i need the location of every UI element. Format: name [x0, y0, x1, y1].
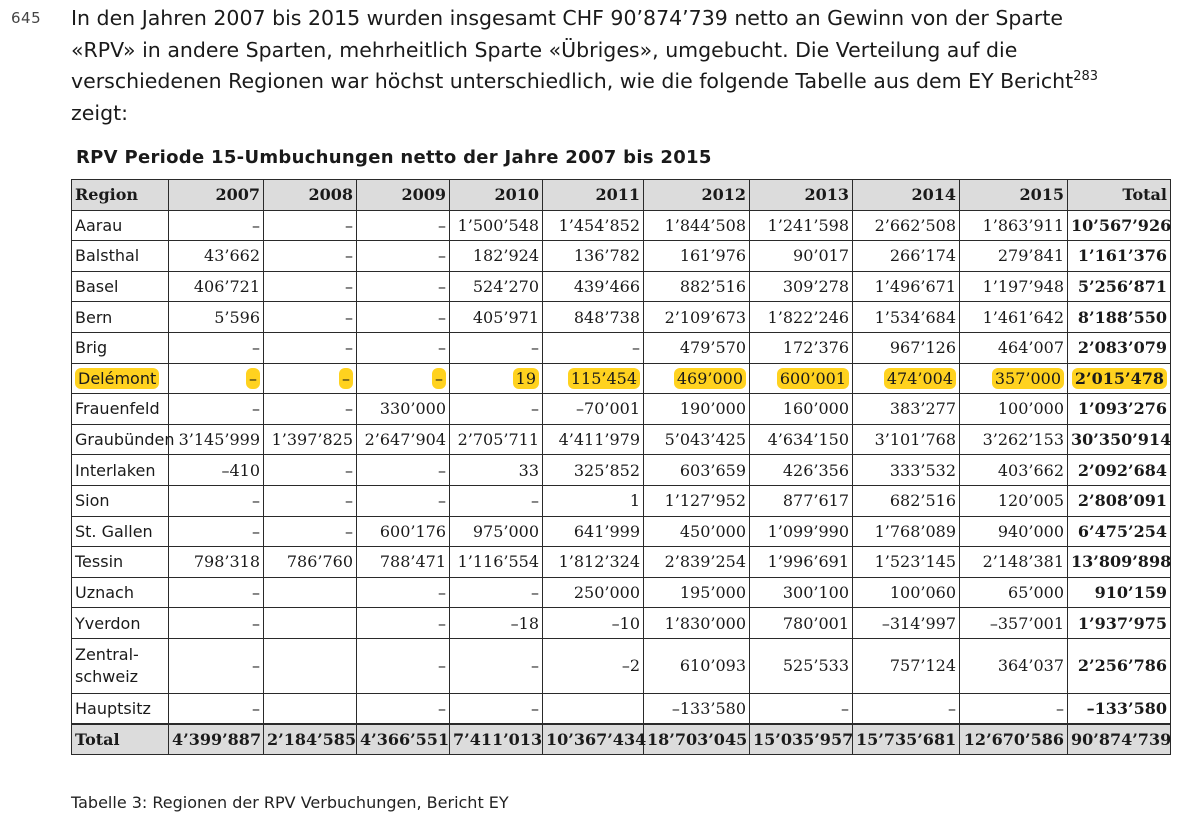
table-row: [72, 271, 1171, 302]
table-row: [72, 424, 1171, 455]
value-cell: 100’060: [853, 577, 960, 608]
highlight-mark: 19: [513, 368, 539, 389]
value-cell: –: [264, 210, 357, 241]
table-row: [72, 547, 1171, 578]
region-cell: Tessin: [72, 547, 169, 578]
highlight-mark: 600’001: [777, 368, 849, 389]
value-cell: 798’318: [169, 547, 264, 578]
value-cell: –2: [543, 638, 644, 693]
value-cell: 12’670’586: [960, 724, 1068, 755]
value-cell: 1’397’825: [264, 424, 357, 455]
total-cell: 2’083’079: [1068, 332, 1171, 363]
value-cell: 1’454’852: [543, 210, 644, 241]
value-cell: [264, 577, 357, 608]
region-cell: Graubünden: [72, 424, 169, 455]
highlight-mark: 474’004: [884, 368, 956, 389]
region-cell: Total: [72, 724, 169, 755]
value-cell: –: [357, 332, 450, 363]
highlight-mark: –: [432, 368, 446, 389]
value-cell: –357’001: [960, 608, 1068, 639]
value-cell: 882’516: [644, 271, 750, 302]
highlight-mark: 469’000: [674, 368, 746, 389]
value-cell: [960, 363, 1068, 394]
value-cell: 1’830’000: [644, 608, 750, 639]
value-cell: 524’270: [450, 271, 543, 302]
value-cell: –10: [543, 608, 644, 639]
total-cell: 910’159: [1068, 577, 1171, 608]
value-cell: –: [264, 241, 357, 272]
highlight-mark: –: [246, 368, 260, 389]
header-2010: 2010: [450, 180, 543, 211]
value-cell: 279’841: [960, 241, 1068, 272]
highlight-mark: –: [339, 368, 353, 389]
region-cell: Brig: [72, 332, 169, 363]
value-cell: 3’262’153: [960, 424, 1068, 455]
footnote-ref[interactable]: 283: [1073, 69, 1099, 84]
value-cell: [543, 363, 644, 394]
table-header-row: [72, 180, 1171, 211]
value-cell: 364’037: [960, 638, 1068, 693]
header-2013: 2013: [750, 180, 853, 211]
value-cell: [450, 363, 543, 394]
value-cell: –: [357, 455, 450, 486]
value-cell: 160’000: [750, 394, 853, 425]
table-title: RPV Periode 15-Umbuchungen netto der Jahre 2007 bis 2015: [76, 147, 712, 168]
table-row: [72, 332, 1171, 363]
total-cell: 2’808’091: [1068, 485, 1171, 516]
value-cell: 65’000: [960, 577, 1068, 608]
header-2009: 2009: [357, 180, 450, 211]
value-cell: –: [264, 516, 357, 547]
value-cell: 405’971: [450, 302, 543, 333]
value-cell: 786’760: [264, 547, 357, 578]
value-cell: 7’411’013: [450, 724, 543, 755]
data-table: [71, 179, 1171, 755]
value-cell: –: [169, 332, 264, 363]
value-cell: –314’997: [853, 608, 960, 639]
value-cell: 610’093: [644, 638, 750, 693]
value-cell: 333’532: [853, 455, 960, 486]
table-row: [72, 455, 1171, 486]
value-cell: –18: [450, 608, 543, 639]
header-2014: 2014: [853, 180, 960, 211]
value-cell: 190’000: [644, 394, 750, 425]
value-cell: –: [169, 693, 264, 724]
value-cell: [264, 693, 357, 724]
value-cell: –: [264, 455, 357, 486]
region-cell: Aarau: [72, 210, 169, 241]
value-cell: –410: [169, 455, 264, 486]
total-cell: 2’256’786: [1068, 638, 1171, 693]
total-cell: 5’256’871: [1068, 271, 1171, 302]
value-cell: 2’109’673: [644, 302, 750, 333]
value-cell: –70’001: [543, 394, 644, 425]
total-cell: 90’874’739: [1068, 724, 1171, 755]
value-cell: 4’399’887: [169, 724, 264, 755]
region-cell: Basel: [72, 271, 169, 302]
value-cell: 1’116’554: [450, 547, 543, 578]
value-cell: 479’570: [644, 332, 750, 363]
value-cell: 4’411’979: [543, 424, 644, 455]
value-cell: 1’500’548: [450, 210, 543, 241]
value-cell: –: [543, 332, 644, 363]
value-cell: 325’852: [543, 455, 644, 486]
value-cell: 2’148’381: [960, 547, 1068, 578]
value-cell: 406’721: [169, 271, 264, 302]
value-cell: 1: [543, 485, 644, 516]
value-cell: 1’812’324: [543, 547, 644, 578]
value-cell: 525’533: [750, 638, 853, 693]
value-cell: 682’516: [853, 485, 960, 516]
table-row: [72, 394, 1171, 425]
table-row: [72, 210, 1171, 241]
value-cell: –: [357, 608, 450, 639]
total-cell: 8’188’550: [1068, 302, 1171, 333]
value-cell: –: [357, 693, 450, 724]
highlight-mark: Delémont: [75, 368, 159, 389]
total-cell: 1’161’376: [1068, 241, 1171, 272]
value-cell: 161’976: [644, 241, 750, 272]
value-cell: 330’000: [357, 394, 450, 425]
header-2012: 2012: [644, 180, 750, 211]
value-cell: 780’001: [750, 608, 853, 639]
value-cell: –: [169, 210, 264, 241]
value-cell: –: [750, 693, 853, 724]
value-cell: –: [357, 577, 450, 608]
value-cell: –: [264, 271, 357, 302]
value-cell: [264, 608, 357, 639]
value-cell: 250’000: [543, 577, 644, 608]
value-cell: 4’366’551: [357, 724, 450, 755]
total-cell: –133’580: [1068, 693, 1171, 724]
value-cell: –: [450, 577, 543, 608]
value-cell: 195’000: [644, 577, 750, 608]
value-cell: 309’278: [750, 271, 853, 302]
value-cell: 940’000: [960, 516, 1068, 547]
value-cell: –: [264, 332, 357, 363]
header-2008: 2008: [264, 180, 357, 211]
region-cell: Uznach: [72, 577, 169, 608]
value-cell: 600’176: [357, 516, 450, 547]
value-cell: –: [264, 394, 357, 425]
region-cell: Yverdon: [72, 608, 169, 639]
value-cell: 1’241’598: [750, 210, 853, 241]
value-cell: [853, 363, 960, 394]
table-row: [72, 693, 1171, 724]
value-cell: –: [357, 241, 450, 272]
value-cell: 1’523’145: [853, 547, 960, 578]
value-cell: 1’099’990: [750, 516, 853, 547]
value-cell: –: [357, 485, 450, 516]
header-2011: 2011: [543, 180, 644, 211]
total-cell: 30’350’914: [1068, 424, 1171, 455]
value-cell: –: [357, 210, 450, 241]
region-cell: Zentral- schweiz: [72, 638, 169, 693]
table-row: [72, 302, 1171, 333]
table-row: [72, 577, 1171, 608]
table-total-row: [72, 724, 1171, 755]
value-cell: 1’863’911: [960, 210, 1068, 241]
region-cell: Bern: [72, 302, 169, 333]
value-cell: 1’844’508: [644, 210, 750, 241]
paragraph-end: zeigt:: [71, 100, 129, 125]
value-cell: 603’659: [644, 455, 750, 486]
value-cell: 172’376: [750, 332, 853, 363]
value-cell: 464’007: [960, 332, 1068, 363]
value-cell: –: [450, 332, 543, 363]
value-cell: [264, 638, 357, 693]
value-cell: 403’662: [960, 455, 1068, 486]
value-cell: 788’471: [357, 547, 450, 578]
region-cell: Balsthal: [72, 241, 169, 272]
value-cell: 1’197’948: [960, 271, 1068, 302]
value-cell: 383’277: [853, 394, 960, 425]
highlight-mark: 357’000: [992, 368, 1064, 389]
header-2007: 2007: [169, 180, 264, 211]
value-cell: 2’184’585: [264, 724, 357, 755]
value-cell: –133’580: [644, 693, 750, 724]
value-cell: 1’461’642: [960, 302, 1068, 333]
value-cell: –: [853, 693, 960, 724]
value-cell: 2’647’904: [357, 424, 450, 455]
value-cell: 300’100: [750, 577, 853, 608]
value-cell: –: [169, 638, 264, 693]
value-cell: –: [450, 638, 543, 693]
region-cell: [72, 363, 169, 394]
table-caption: Tabelle 3: Regionen der RPV Verbuchungen, Bericht EY: [71, 793, 509, 812]
value-cell: 120’005: [960, 485, 1068, 516]
value-cell: 5’043’425: [644, 424, 750, 455]
value-cell: –: [450, 394, 543, 425]
table-row: [72, 363, 1171, 394]
value-cell: 2’662’508: [853, 210, 960, 241]
value-cell: –: [357, 271, 450, 302]
region-cell: Sion: [72, 485, 169, 516]
value-cell: 757’124: [853, 638, 960, 693]
region-cell: St. Gallen: [72, 516, 169, 547]
total-cell: 6’475’254: [1068, 516, 1171, 547]
paragraph-body: In den Jahren 2007 bis 2015 wurden insgesamt CHF 90’874’739 netto an Gewinn von der Sparte «RPV» in andere Sparten, mehrheitlich Sparte «Übriges», umgebucht. Die Verteilung auf die verschiedenen Regionen war höchst unterschiedlich, wie die folgende Tabelle aus dem EY Bericht: [71, 6, 1074, 93]
value-cell: 426’356: [750, 455, 853, 486]
value-cell: 90’017: [750, 241, 853, 272]
value-cell: –: [450, 485, 543, 516]
value-cell: –: [169, 394, 264, 425]
value-cell: 15’035’957: [750, 724, 853, 755]
value-cell: 5’596: [169, 302, 264, 333]
total-cell: 13’809’898: [1068, 547, 1171, 578]
value-cell: 2’839’254: [644, 547, 750, 578]
value-cell: [264, 363, 357, 394]
value-cell: –: [169, 516, 264, 547]
value-cell: 3’145’999: [169, 424, 264, 455]
highlight-mark: 2’015’478: [1072, 368, 1167, 389]
value-cell: [750, 363, 853, 394]
value-cell: 1’768’089: [853, 516, 960, 547]
table-row: [72, 241, 1171, 272]
paragraph-number: 645: [11, 9, 42, 27]
value-cell: –: [169, 577, 264, 608]
region-cell: Interlaken: [72, 455, 169, 486]
table-row: [72, 638, 1171, 693]
region-cell: Hauptsitz: [72, 693, 169, 724]
value-cell: 1’996’691: [750, 547, 853, 578]
value-cell: 10’367’434: [543, 724, 644, 755]
value-cell: [644, 363, 750, 394]
table-row: [72, 516, 1171, 547]
value-cell: –: [169, 485, 264, 516]
value-cell: 641’999: [543, 516, 644, 547]
total-cell: 2’092’684: [1068, 455, 1171, 486]
value-cell: 1’534’684: [853, 302, 960, 333]
value-cell: 3’101’768: [853, 424, 960, 455]
region-cell: Frauenfeld: [72, 394, 169, 425]
table-row: [72, 485, 1171, 516]
value-cell: 439’466: [543, 271, 644, 302]
value-cell: 848’738: [543, 302, 644, 333]
value-cell: 1’127’952: [644, 485, 750, 516]
value-cell: 33: [450, 455, 543, 486]
table-row: [72, 608, 1171, 639]
value-cell: 1’822’246: [750, 302, 853, 333]
value-cell: [169, 363, 264, 394]
value-cell: –: [264, 302, 357, 333]
value-cell: –: [450, 693, 543, 724]
value-cell: 18’703’045: [644, 724, 750, 755]
value-cell: 877’617: [750, 485, 853, 516]
value-cell: 1’496’671: [853, 271, 960, 302]
value-cell: –: [169, 608, 264, 639]
total-cell: [1068, 363, 1171, 394]
value-cell: 975’000: [450, 516, 543, 547]
value-cell: 43’662: [169, 241, 264, 272]
header-2015: 2015: [960, 180, 1068, 211]
paragraph-text: [71, 3, 1111, 129]
value-cell: [543, 693, 644, 724]
highlight-mark: 115’454: [568, 368, 640, 389]
value-cell: 182’924: [450, 241, 543, 272]
header-region: Region: [72, 180, 169, 211]
header-total: Total: [1068, 180, 1171, 211]
value-cell: [357, 363, 450, 394]
value-cell: –: [357, 302, 450, 333]
total-cell: 1’937’975: [1068, 608, 1171, 639]
value-cell: 4’634’150: [750, 424, 853, 455]
value-cell: 266’174: [853, 241, 960, 272]
value-cell: 967’126: [853, 332, 960, 363]
value-cell: 136’782: [543, 241, 644, 272]
value-cell: 2’705’711: [450, 424, 543, 455]
value-cell: 15’735’681: [853, 724, 960, 755]
value-cell: –: [960, 693, 1068, 724]
value-cell: –: [357, 638, 450, 693]
value-cell: 100’000: [960, 394, 1068, 425]
value-cell: –: [264, 485, 357, 516]
total-cell: 10’567’926: [1068, 210, 1171, 241]
value-cell: 450’000: [644, 516, 750, 547]
total-cell: 1’093’276: [1068, 394, 1171, 425]
